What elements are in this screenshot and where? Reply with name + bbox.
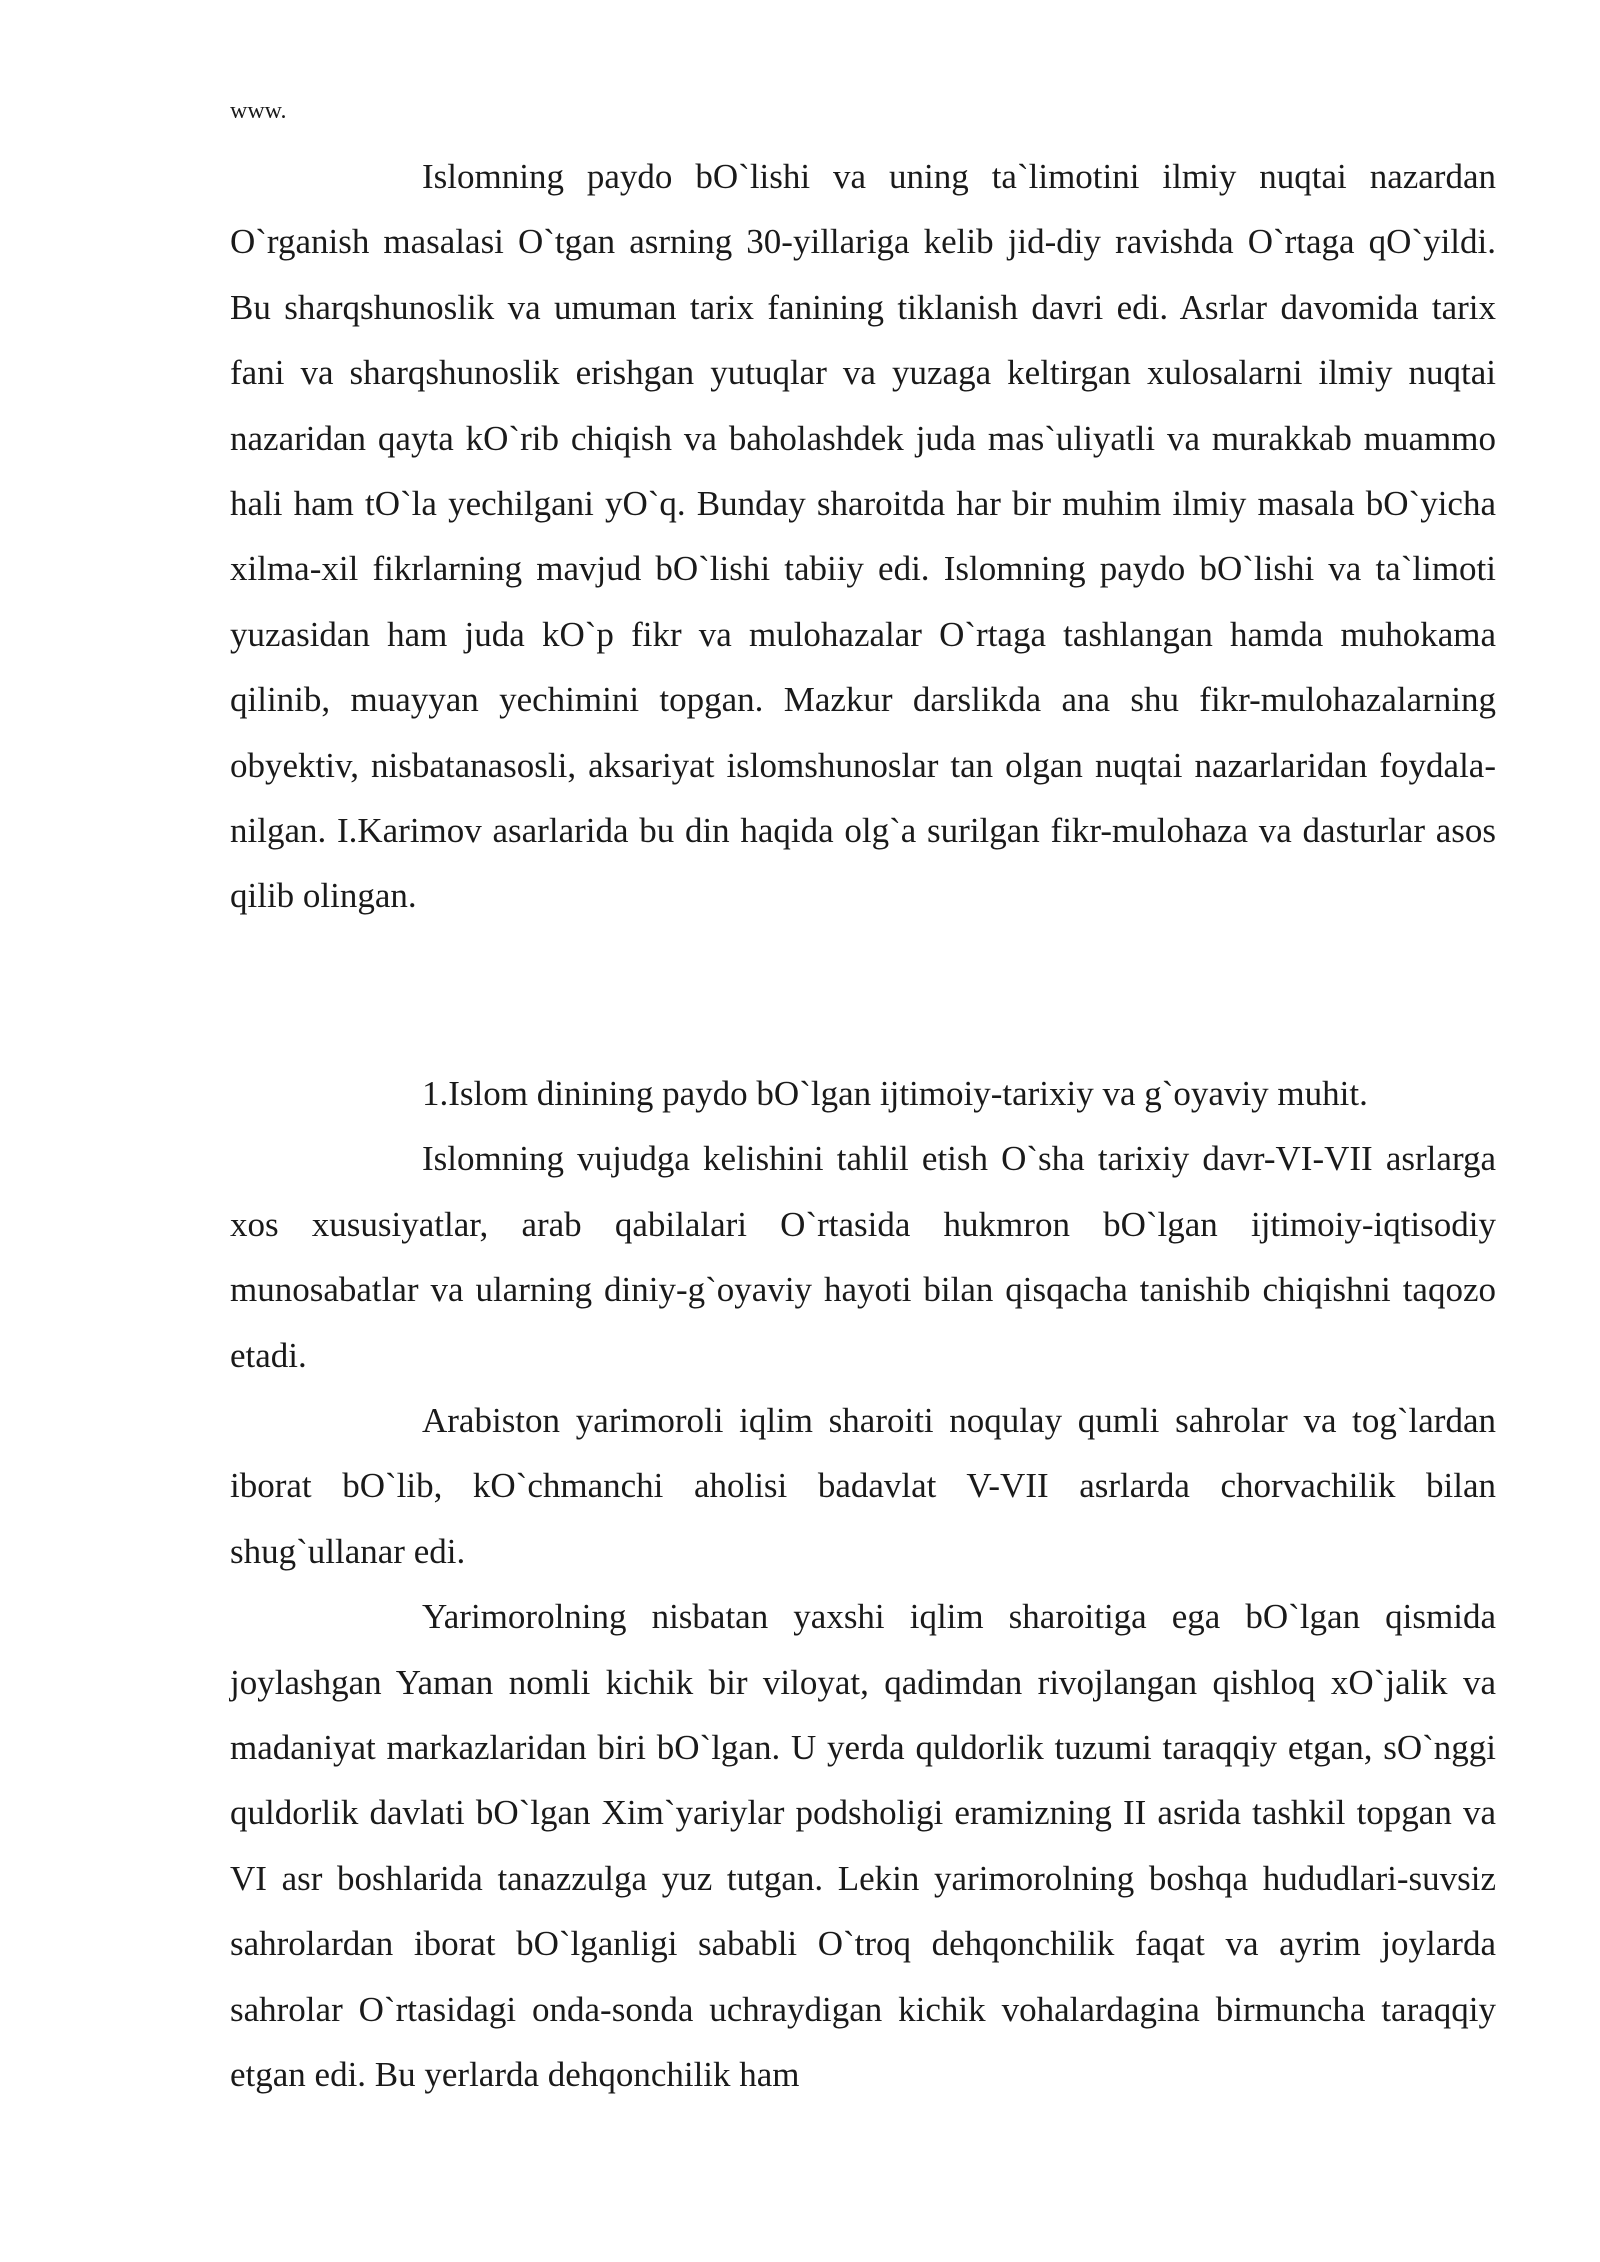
header-text: www.: [230, 98, 287, 124]
section-heading: 1.Islom dinining paydo bO`lgan ijtimoiy-tarixiy va g`oyaviy muhit.: [422, 1074, 1368, 1113]
paragraph-context: Islomning vujudga kelishini tahlil etish O`sha tarixiy davr-VI-VII asrlarga xos xususiyatlar, arab qabilalari O`rtasida hukmron bO`lgan ijtimoiy-iqtisodiy munosabatlar va ularning diniy-g`oyaviy hayoti bilan qisqacha tanishib chiqishni taqozo etadi.: [230, 1139, 1496, 1375]
paragraph-intro: Islomning paydo bO`lishi va uning ta`limotini ilmiy nuqtai nazardan O`rganish masalasi O`tgan asrning 30-yillariga kelib jid-diy ravishda O`rtaga qO`yildi. Bu sharqshunoslik va umuman tarix fanining tiklanish davri edi. Asrlar davomida tarix fani va sharqshunoslik erishgan yutuqlar va yuzaga keltirgan xulosalarni ilmiy nuqtai nazaridan qayta kO`rib chiqish va baholashdek juda mas`uliyatli va murakkab muammo hali ham tO`la yechilgani yO`q. Bunday sharoitda har bir muhim ilmiy masala bO`yicha xilma-xil fikrlarning mavjud bO`lishi tabiiy edi. Islomning paydo bO`lishi va ta`limoti yuzasidan ham juda kO`p fikr va mulohazalar O`rtaga tashlangan hamda muhokama qilinib, muayyan yechimini topgan. Mazkur darslikda ana shu fikr-mulohazalarning obyektiv, nisbatanasosli, aksariyat islomshunoslar tan olgan nuqtai nazarlaridan foydala-nilgan. I.Karimov asarlarida bu din haqida olg`a surilgan fikr-mulohaza va dasturlar asos qilib olingan.: [230, 157, 1496, 916]
section-block: [230, 1061, 1496, 2108]
paragraph-arabia: Arabiston yarimoroli iqlim sharoiti noqulay qumli sahrolar va tog`lardan iborat bO`lib, kO`chmanchi aholisi badavlat V-VII asrlarda chorvachilik bilan shug`ullanar edi.: [230, 1401, 1496, 1571]
intro-block: [230, 144, 1496, 929]
paragraph-yemen: Yarimorolning nisbatan yaxshi iqlim sharoitiga ega bO`lgan qismida joylashgan Yaman nomli kichik bir viloyat, qadimdan rivojlangan qishloq xO`jalik va madaniyat markazlaridan biri bO`lgan. U yerda quldorlik tuzumi taraqqiy etgan, sO`nggi quldorlik davlati bO`lgan Xim`yariylar podsholigi eramizning II asrida tashkil topgan va VI asr boshlarida tanazzulga yuz tutgan. Lekin yarimorolning boshqa hududlari-suvsiz sahrolardan iborat bO`lganligi sababli O`troq dehqonchilik faqat va ayrim joylarda sahrolar O`rtasidagi onda-sonda uchraydigan kichik vohalardagina birmuncha taraqqiy etgan edi. Bu yerlarda dehqonchilik ham: [230, 1597, 1496, 2095]
